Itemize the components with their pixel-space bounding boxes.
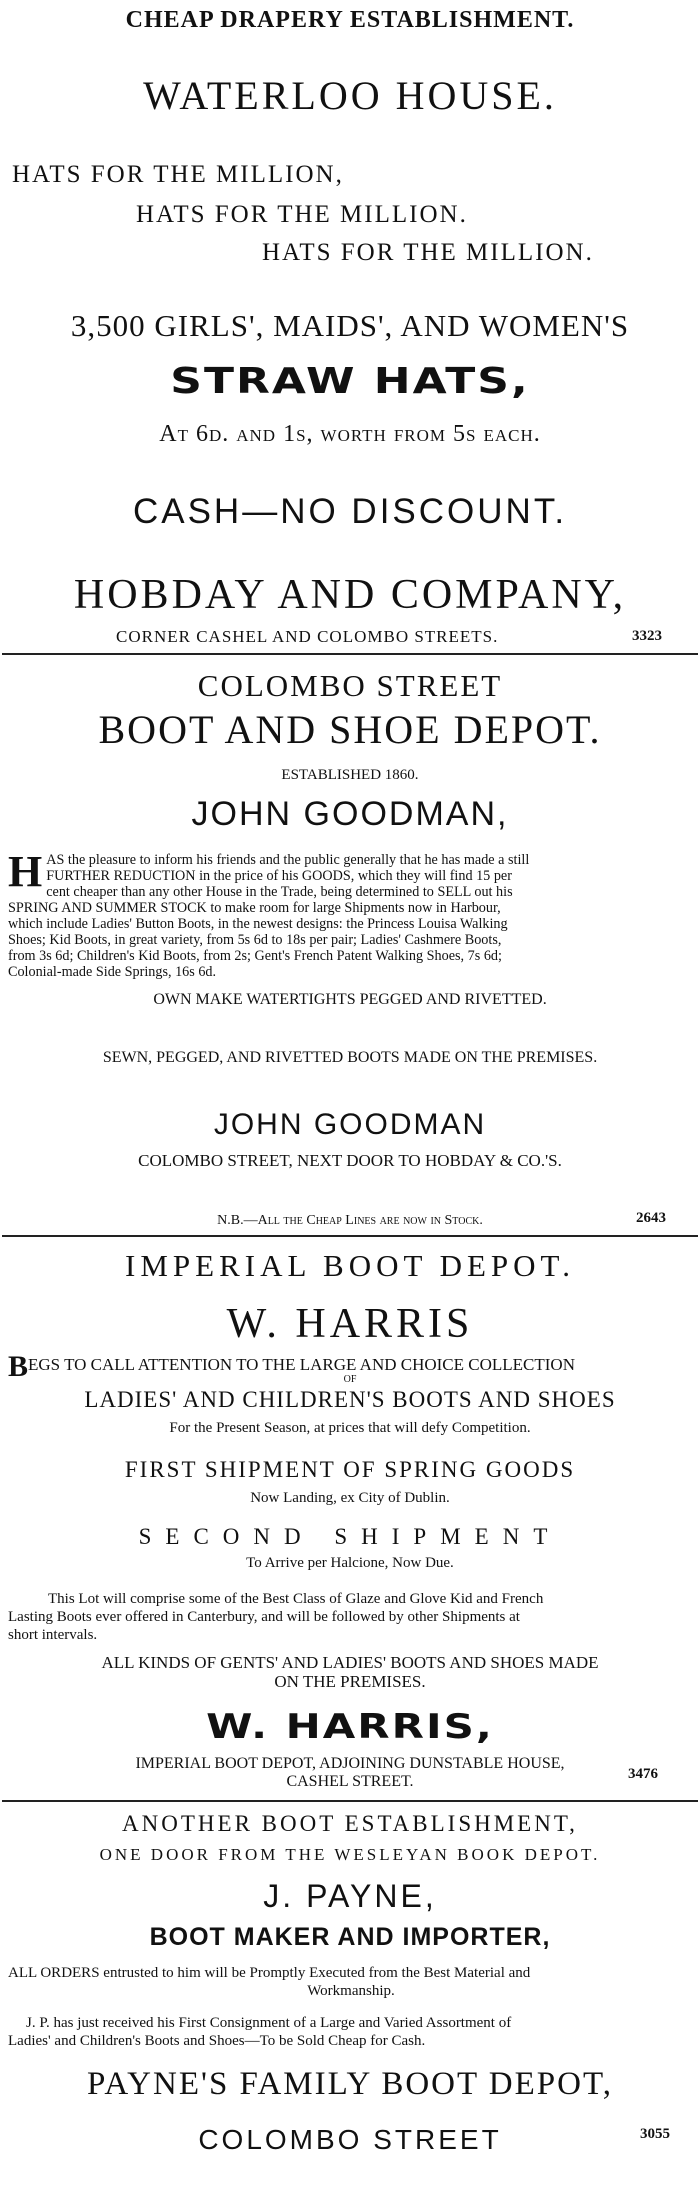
payne-one-door: ONE DOOR FROM THE WESLEYAN BOOK DEPOT. <box>99 1845 601 1864</box>
divider <box>2 653 698 655</box>
payne-family-depot: PAYNE'S FAMILY BOOT DEPOT, <box>87 2066 613 2102</box>
goodman-paragraph <box>8 847 694 980</box>
payne-orders-paragraph <box>8 1964 694 2000</box>
para-line: Lasting Boots ever offered in Canterbury, and will be followed by other Shipments at <box>8 1609 520 1625</box>
goodman-depot: BOOT AND SHOE DEPOT. <box>98 707 602 752</box>
payne-boot-maker: BOOT MAKER AND IMPORTER, <box>149 1923 551 1951</box>
straw-hats-headline: STRAW HATS, <box>170 361 530 402</box>
harris-lot-paragraph <box>8 1590 694 1644</box>
harris-name: W. HARRIS <box>226 1301 474 1347</box>
cash-no-discount: CASH—NO DISCOUNT. <box>132 492 568 531</box>
para-line: short intervals. <box>8 1627 98 1643</box>
hobday-company: HOBDAY AND COMPANY, <box>73 572 627 618</box>
harris-ladies: LADIES' AND CHILDREN'S BOOTS AND SHOES <box>84 1387 616 1412</box>
harris-title: IMPERIAL BOOT DEPOT. <box>125 1248 575 1283</box>
goodman-street: COLOMBO STREET <box>197 668 503 703</box>
payne-jp-paragraph <box>8 2014 694 2050</box>
para-line: This Lot will comprise some of the Best Class of Glaze and Glove Kid and French <box>48 1591 544 1607</box>
para-line: which include Ladies' Button Boots, in the newest designs: the Princess Louisa Walking <box>8 916 508 932</box>
payne-another: ANOTHER BOOT ESTABLISHMENT, <box>122 1811 578 1836</box>
harris-arrive: To Arrive per Halcione, Now Due. <box>246 1555 454 1571</box>
para-line: Colonial-made Side Springs, 16s 6d. <box>8 964 217 980</box>
goodman-sewn: SEWN, PEGGED, AND RIVETTED BOOTS MADE ON THE PREMISES. <box>102 1049 598 1066</box>
para-line: J. P. has just received his First Consignment of a Large and Varied Assortment of <box>26 2015 512 2031</box>
harris-address-1: IMPERIAL BOOT DEPOT, ADJOINING DUNSTABLE HOUSE, <box>135 1755 565 1772</box>
para-line: Ladies' and Children's Boots and Shoes—To be Sold Cheap for Cash. <box>8 2033 426 2049</box>
harris-name-2: W. HARRIS, <box>206 1707 494 1747</box>
hats-line-1: HATS FOR THE MILLION, <box>12 161 344 188</box>
harris-allkinds: ALL KINDS OF GENTS' AND LADIES' BOOTS AND SHOES MADE <box>101 1653 599 1672</box>
hat-price: At 6d. and 1s, worth from 5s each. <box>159 421 541 447</box>
hobday-address: CORNER CASHEL AND COLOMBO STREETS. <box>116 627 499 646</box>
harris-season: For the Present Season, at prices that will defy Competition. <box>169 1420 531 1436</box>
harris-first-shipment: FIRST SHIPMENT OF SPRING GOODS <box>124 1457 576 1482</box>
goodman-nb: N.B.—All the Cheap Lines are now in Stock. <box>217 1213 483 1228</box>
para-line: FURTHER REDUCTION in the price of his GOODS, which they will find 15 per <box>46 868 512 884</box>
dropcap-h: H <box>8 847 43 896</box>
para-line: Workmanship. <box>307 1983 395 1999</box>
harris-premises: ON THE PREMISES. <box>274 1672 426 1691</box>
para-line: cent cheaper than any other House in the Trade, being determined to SELL out his <box>46 884 513 900</box>
ad-ref-number: 2643 <box>636 1210 666 1226</box>
girls-headline: 3,500 GIRLS', MAIDS', AND WOMEN'S <box>70 308 630 343</box>
divider <box>2 1800 698 1802</box>
divider <box>2 1235 698 1237</box>
para-line: Shoes; Kid Boots, in great variety, from 5s 6d to 18s per pair; Ladies' Cashmere Boots, <box>8 932 502 948</box>
hats-line-3: HATS FOR THE MILLION. <box>262 239 594 266</box>
goodman-watertights: OWN MAKE WATERTIGHTS PEGGED AND RIVETTED. <box>153 991 547 1008</box>
harris-address-2: CASHEL STREET. <box>286 1773 414 1790</box>
harris-landing: Now Landing, ex City of Dublin. <box>250 1490 450 1506</box>
para-line: ALL ORDERS entrusted to him will be Promptly Executed from the Best Material and <box>8 1965 531 1981</box>
goodman-address: COLOMBO STREET, NEXT DOOR TO HOBDAY & CO.'S. <box>138 1151 562 1170</box>
harris-second-shipment: SECOND SHIPMENT <box>138 1524 562 1549</box>
goodman-name-2: JOHN GOODMAN <box>213 1108 487 1141</box>
payne-street: COLOMBO STREET <box>198 2124 502 2155</box>
harris-of: OF <box>343 1374 357 1385</box>
dropcap-b: B <box>8 1350 29 1383</box>
para-line: from 3s 6d; Children's Kid Boots, from 2s; Gent's French Patent Walking Shoes, 7s 6d; <box>8 948 502 964</box>
harris-begs: EGS TO CALL ATTENTION TO THE LARGE AND CHOICE COLLECTION <box>28 1355 575 1374</box>
para-line: AS the pleasure to inform his friends and the public generally that he has made a still <box>46 852 530 868</box>
waterloo-title: WATERLOO HOUSE. <box>143 73 557 118</box>
payne-name: J. PAYNE, <box>263 1878 437 1914</box>
goodman-name: JOHN GOODMAN, <box>191 795 509 833</box>
goodman-established: ESTABLISHED 1860. <box>281 767 419 783</box>
ad-ref-number: 3476 <box>628 1766 658 1782</box>
hats-line-2: HATS FOR THE MILLION. <box>136 201 468 228</box>
waterloo-header: CHEAP DRAPERY ESTABLISHMENT. <box>125 7 575 33</box>
para-line: SPRING AND SUMMER STOCK to make room for large Shipments now in Harbour, <box>8 900 501 916</box>
ad-ref-number: 3323 <box>632 628 662 644</box>
ad-ref-number: 3055 <box>640 2126 670 2142</box>
